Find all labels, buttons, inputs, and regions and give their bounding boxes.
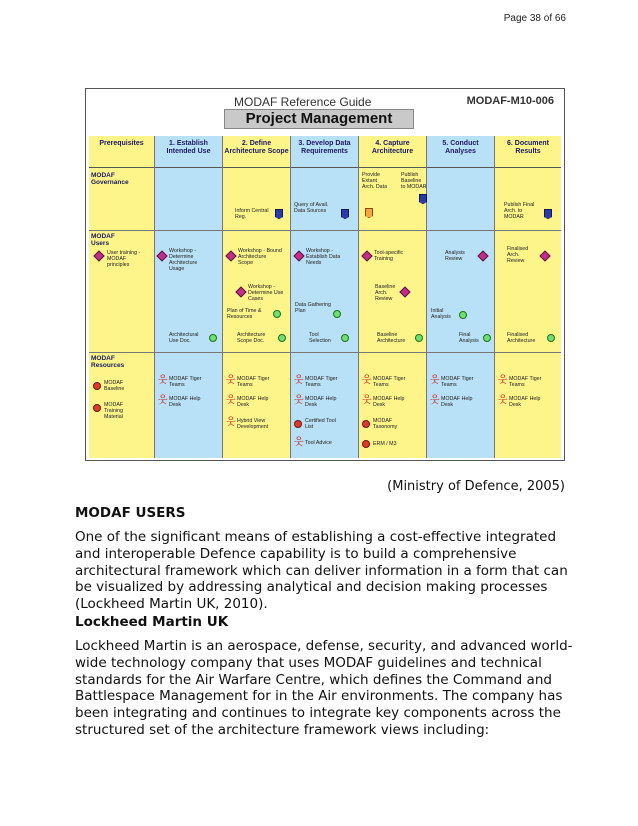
resource-icon [362,420,370,428]
cell-baseline-arch: Baseline Architecture [377,332,406,344]
row-label-resources: MODAF Resources [91,355,125,369]
column-header: 6. Document Results [495,136,561,168]
document-icon [341,209,349,219]
cell-tiger-teams: MODAF Tiger Teams [237,376,270,388]
cell-arch-scope-doc: Architecture Scope Doc. [237,332,266,344]
column-header: 2. Define Architecture Scope [223,136,290,168]
page-number: Page 38 of 66 [503,13,566,24]
cell-help-desk: MODAF Help Desk [441,396,473,408]
person-icon: 웃 [226,375,236,386]
cell-initial-analysis: Initial Analysis [431,308,451,320]
deliverable-icon [415,334,423,342]
cell-erm: ERM / M3 [373,441,397,447]
row-divider [89,230,561,231]
column-header: 5. Conduct Analyses [427,136,494,168]
column-header: 1. Establish Intended Use [155,136,222,168]
cell-tool-advice: Tool Advice [305,440,332,446]
cell-ws-bound: Workshop - Bound Architecture Scope [238,248,282,266]
cell-certified: Certified Tool List [305,418,336,430]
cell-final-arch-review: Finalised Arch. Review [507,246,529,264]
cell-help-desk: MODAF Help Desk [169,396,201,408]
deliverable-icon [547,334,555,342]
resource-icon [294,420,302,428]
cell-modaf-baseline: MODAF Baseline [104,380,125,392]
deliverable-icon [209,334,217,342]
person-icon: 웃 [158,375,168,386]
person-icon: 웃 [430,395,440,406]
cell-final-analysis: Final Analysis [459,332,479,344]
row-divider [89,352,561,353]
column-establish [155,136,223,458]
person-icon: 웃 [362,395,372,406]
cell-ws-data: Workshop - Establish Data Needs [306,248,341,266]
person-icon: 웃 [362,375,372,386]
person-icon: 웃 [430,375,440,386]
row-label-users: MODAF Users [91,233,115,247]
row-label-governance: MODAF Governance [91,172,129,186]
cell-user-training: User training - MODAF principles [107,250,141,268]
resource-icon [93,404,101,412]
heading-modaf-users: MODAF USERS [75,505,186,521]
document-icon [365,208,373,218]
column-develop [291,136,359,458]
cell-tiger-teams: MODAF Tiger Teams [509,376,542,388]
cell-plan: Plan of Time & Resources [227,308,262,320]
cell-modaf-training: MODAF Training Material [104,402,124,420]
cell-help-desk: MODAF Help Desk [373,396,405,408]
deliverable-icon [273,310,281,318]
document-icon [544,209,552,219]
column-header: 3. Develop Data Requirements [291,136,358,168]
person-icon: 웃 [158,395,168,406]
process-grid [89,136,561,458]
resource-icon [93,382,101,390]
cell-tool-selection: Tool Selection [309,332,331,344]
cell-provide: Provide Extant Arch. Data [362,172,388,190]
figure-title: Project Management [224,109,414,129]
person-icon: 웃 [498,375,508,386]
cell-help-desk: MODAF Help Desk [237,396,269,408]
document-icon [419,194,427,204]
paragraph-lockheed-martin: Lockheed Martin is an aerospace, defense, security, and advanced world-wide technology company that uses MODAF guidelines and technical standards for the Air Warfare Centre, which defines the Command and Battlespace Management for in the Air environments. The company has been integrating and continues to integrate key components across the structured set of the architecture framework views including: [75,638,573,738]
person-icon: 웃 [226,395,236,406]
cell-data-plan: Data Gathering Plan [295,302,331,314]
person-icon: 웃 [498,395,508,406]
person-icon: 웃 [294,395,304,406]
modaf-project-management-figure [85,88,565,461]
figure-caption: (Ministry of Defence, 2005) [387,479,565,494]
cell-publish-baseline: Publish Baseline to MODAR [401,172,427,190]
cell-tool-training: Tool-specific Training [374,250,404,262]
resource-icon [362,440,370,448]
cell-taxonomy: MODAF Taxonomy [373,418,398,430]
column-results [495,136,561,458]
cell-tiger-teams: MODAF Tiger Teams [441,376,474,388]
deliverable-icon [278,334,286,342]
column-header: 4. Capture Architecture [359,136,426,168]
figure-code: MODAF-M10-006 [466,95,554,107]
cell-baseline-review: Baseline Arch. Review [375,284,396,302]
cell-hybrid: Hybrid View Development [237,418,269,430]
deliverable-icon [459,311,467,319]
cell-ws-arch-usage: Workshop - Determine Architecture Usage [169,248,198,272]
column-analyses [427,136,495,458]
cell-inform: Inform Central Reg. [235,208,269,220]
cell-tiger-teams: MODAF Tiger Teams [169,376,202,388]
cell-query: Query of Avail. Data Sources [294,202,329,214]
cell-analysis-review: Analysis Review [445,250,465,262]
cell-ws-usecases: Workshop - Determine Use Cases [248,284,284,302]
cell-tiger-teams: MODAF Tiger Teams [305,376,338,388]
column-header: Prerequisites [89,136,154,168]
cell-help-desk: MODAF Help Desk [305,396,337,408]
cell-help-desk: MODAF Help Desk [509,396,541,408]
deliverable-icon [333,310,341,318]
cell-publish-final: Publish Final Arch. to MODAR [504,202,535,220]
deliverable-icon [341,334,349,342]
figure-header [86,89,564,133]
cell-arch-use-doc: Architectural Use Doc. [169,332,199,344]
person-icon: 웃 [294,437,304,448]
deliverable-icon [483,334,491,342]
person-icon: 웃 [294,375,304,386]
cell-tiger-teams: MODAF Tiger Teams [373,376,406,388]
cell-final-arch: Finalised Architecture [507,332,536,344]
figure-guide-label: MODAF Reference Guide [234,95,372,109]
paragraph-modaf-users: One of the significant means of establishing a cost-effective integrated and interoperable Defence capability is to build a comprehensive architectural framework which can deliver information in a form that can be visualized by addressing analytical and decision making processes (Lockheed Martin UK, 2010). [75,529,568,613]
heading-lockheed-martin: Lockheed Martin UK [75,614,229,630]
person-icon: 웃 [226,417,236,428]
document-icon [275,209,283,219]
